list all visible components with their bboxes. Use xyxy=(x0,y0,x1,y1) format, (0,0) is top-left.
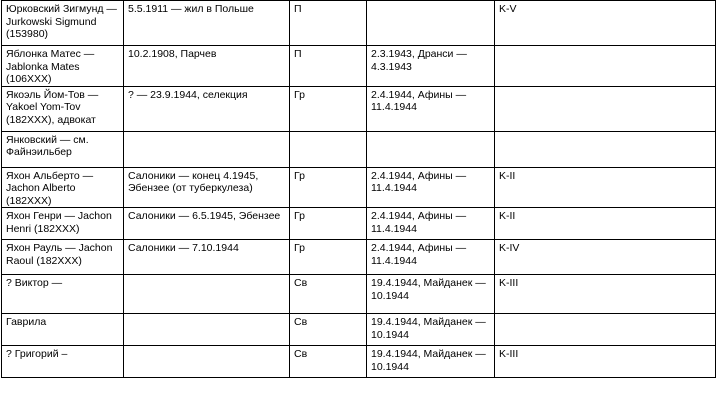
name-cell: Юрковский Зигмунд — Jurkowski Sigmund (153980) xyxy=(2,1,124,46)
transport-cell: 2.3.1943, Дранси — 4.3.1943 xyxy=(367,46,495,87)
name-cell: Гаврила xyxy=(2,314,124,346)
category-cell: Гр xyxy=(290,86,367,131)
table-row xyxy=(2,46,716,87)
place-date-cell: Салоники — 6.5.1945, Эбензее xyxy=(124,208,290,240)
place-date-cell: 10.2.1908, Парчев xyxy=(124,46,290,87)
table-row xyxy=(2,167,716,208)
category-cell: Гр xyxy=(290,208,367,240)
name-cell: Якоэль Йом-Тов — Yakoel Yom-Tov (182XXX), адвокат xyxy=(2,86,124,131)
camp-cell: K-III xyxy=(495,275,716,314)
table-row xyxy=(2,240,716,275)
name-cell: Яхон Рауль — Jachon Raoul (182XXX) xyxy=(2,240,124,275)
transport-cell: 19.4.1944, Майданек — 10.1944 xyxy=(367,314,495,346)
place-date-cell: Салоники — конец 4.1945, Эбензее (от туберкулеза) xyxy=(124,167,290,208)
category-cell xyxy=(290,131,367,167)
category-cell: П xyxy=(290,1,367,46)
category-cell: Св xyxy=(290,275,367,314)
camp-cell: K-IV xyxy=(495,240,716,275)
camp-cell xyxy=(495,131,716,167)
transport-cell xyxy=(367,131,495,167)
place-date-cell xyxy=(124,131,290,167)
category-cell: П xyxy=(290,46,367,87)
place-date-cell xyxy=(124,275,290,314)
camp-cell xyxy=(495,314,716,346)
category-cell: Св xyxy=(290,314,367,346)
table-row xyxy=(2,131,716,167)
prisoner-register-table xyxy=(1,0,716,378)
name-cell: Яблонка Матес — Jablonka Mates (106XXX) xyxy=(2,46,124,87)
transport-cell: 2.4.1944, Афины — 11.4.1944 xyxy=(367,86,495,131)
transport-cell xyxy=(367,1,495,46)
place-date-cell: 5.5.1911 — жил в Польше xyxy=(124,1,290,46)
camp-cell: K-V xyxy=(495,1,716,46)
place-date-cell xyxy=(124,314,290,346)
name-cell: Янковский — см. Файнэильбер xyxy=(2,131,124,167)
name-cell: ? Виктор — xyxy=(2,275,124,314)
place-date-cell xyxy=(124,346,290,378)
place-date-cell: ? — 23.9.1944, селекция xyxy=(124,86,290,131)
table-row xyxy=(2,1,716,46)
table-row xyxy=(2,86,716,131)
table-row xyxy=(2,314,716,346)
transport-cell: 2.4.1944, Афины — 11.4.1944 xyxy=(367,167,495,208)
category-cell: Св xyxy=(290,346,367,378)
table-row xyxy=(2,275,716,314)
camp-cell: K-II xyxy=(495,208,716,240)
transport-cell: 19.4.1944, Майданек — 10.1944 xyxy=(367,275,495,314)
camp-cell xyxy=(495,86,716,131)
name-cell: Яхон Генри — Jachon Henri (182XXX) xyxy=(2,208,124,240)
name-cell: ? Григорий – xyxy=(2,346,124,378)
transport-cell: 2.4.1944, Афины — 11.4.1944 xyxy=(367,240,495,275)
table-row xyxy=(2,208,716,240)
camp-cell xyxy=(495,46,716,87)
table-row xyxy=(2,346,716,378)
transport-cell: 19.4.1944, Майданек — 10.1944 xyxy=(367,346,495,378)
place-date-cell: Салоники — 7.10.1944 xyxy=(124,240,290,275)
category-cell: Гр xyxy=(290,240,367,275)
camp-cell: K-II xyxy=(495,167,716,208)
transport-cell: 2.4.1944, Афины — 11.4.1944 xyxy=(367,208,495,240)
category-cell: Гр xyxy=(290,167,367,208)
name-cell: Яхон Альберто — Jachon Alberto (182XXX) xyxy=(2,167,124,208)
camp-cell: K-III xyxy=(495,346,716,378)
